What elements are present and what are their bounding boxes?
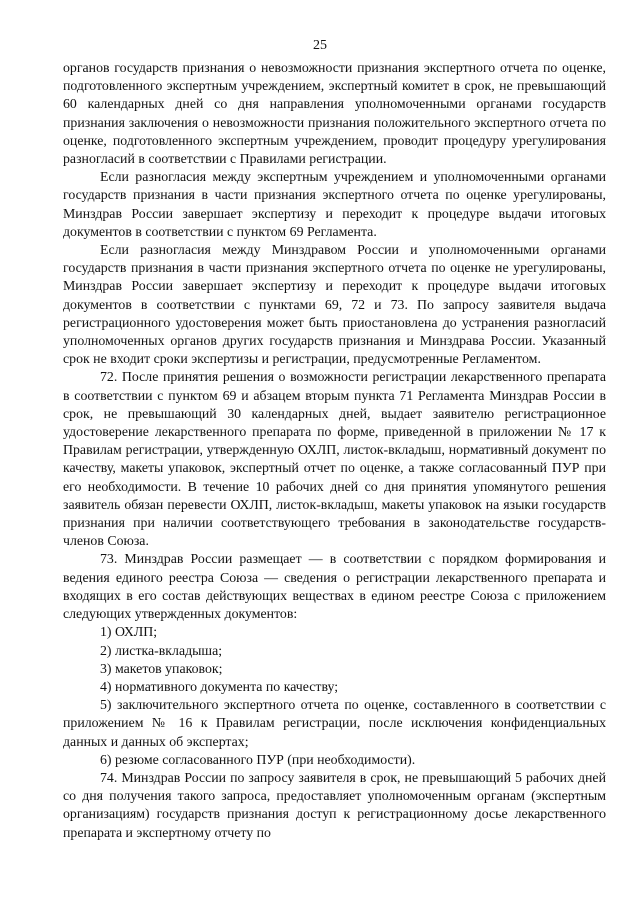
list-item: 1) ОХЛП; <box>100 624 158 640</box>
paragraph-disagreement-unsettled: Если разногласия между Минздравом России и уполномоченными органами государств признания в части признания экспертного отчета по оценке не урегулированы, Минздрав России завершает экспертизу и переходит к процедуре выдачи итоговых документов в соответствии с пунктами 69, 72 и 73. По запросу заявителя выдача регистрационного удостоверения может быть приостановлена до устранения разногласий уполномоченных органов других государств признания и Минздрава России. Указанный срок не входит сроки экспертизы и регистрации, предусмотренные Регламентом. <box>63 242 606 367</box>
paragraph-continuation: органов государств признания о невозможности признания экспертного отчета по оценке, подготовленного экспертным учреждением, экспертный комитет в срок, не превышающий 60 календарных дней со дня направления уполномоченными органами государств признания заключения о невозможности признания положительного экспертного отчета по оценке, подготовленного экспертным учреждением, проводит процедуру урегулирования разногласий в соответствии с Правилами регистрации. <box>63 60 606 167</box>
list-item: 3) макетов упаковок; <box>100 660 223 676</box>
list-item: 2) листка-вкладыша; <box>100 642 223 658</box>
list-item: 6) резюме согласованного ПУР (при необходимости). <box>100 751 416 767</box>
document-body <box>63 59 606 842</box>
list-item: 5) заключительного экспертного отчета по оценке, составленного в соответствии с приложением № 16 к Правилам регистрации, после исключения конфиденциальных данных и данных об экспертах; <box>63 697 606 749</box>
paragraph-disagreement-settled: Если разногласия между экспертным учреждением и уполномоченными органами государств признания в части признания экспертного отчета по оценке урегулированы, Минздрав России завершает экспертизу и переходит к процедуре выдачи итоговых документов в соответствии с пунктом 69 Регламента. <box>63 169 606 239</box>
paragraph-clause-73: 73. Минздрав России размещает — в соответствии с порядком формирования и ведения единого реестра Союза — сведения о регистрации лекарственного препарата и входящих в его состав действующих веществах в едином реестре Союза с приложением следующих утвержденных документов: <box>63 551 606 622</box>
paragraph-clause-72: 72. После принятия решения о возможности регистрации лекарственного препарата в соответствии с пунктом 69 и абзацем вторым пункта 71 Регламента Минздрав России в срок, не превышающий 30 календарных дней, выдает заявителю регистрационное удостоверение лекарственного препарата по форме, приведенной в приложении № 17 к Правилам регистрации, утвержденную ОХЛП, листок-вкладыш, нормативный документ по качеству, макеты упаковок, экспертный отчет по оценке, а также согласованный ПУР при его необходимости. В течение 10 рабочих дней со дня принятия упомянутого решения заявитель обязан перевести ОХЛП, листок-вкладыш, макеты упаковок на языки государств признания при наличии соответствующего требования в законодательстве государств-членов Союза. <box>63 369 606 549</box>
paragraph-clause-74: 74. Минздрав России по запросу заявителя в срок, не превышающий 5 рабочих дней со дня получения такого запроса, предоставляет уполномоченным органам (экспертным организациям) государств признания доступ к регистрационному досье лекарственного препарата и экспертному отчету по <box>63 769 606 840</box>
page-number: 25 <box>313 38 327 53</box>
list-item: 4) нормативного документа по качеству; <box>100 678 339 694</box>
